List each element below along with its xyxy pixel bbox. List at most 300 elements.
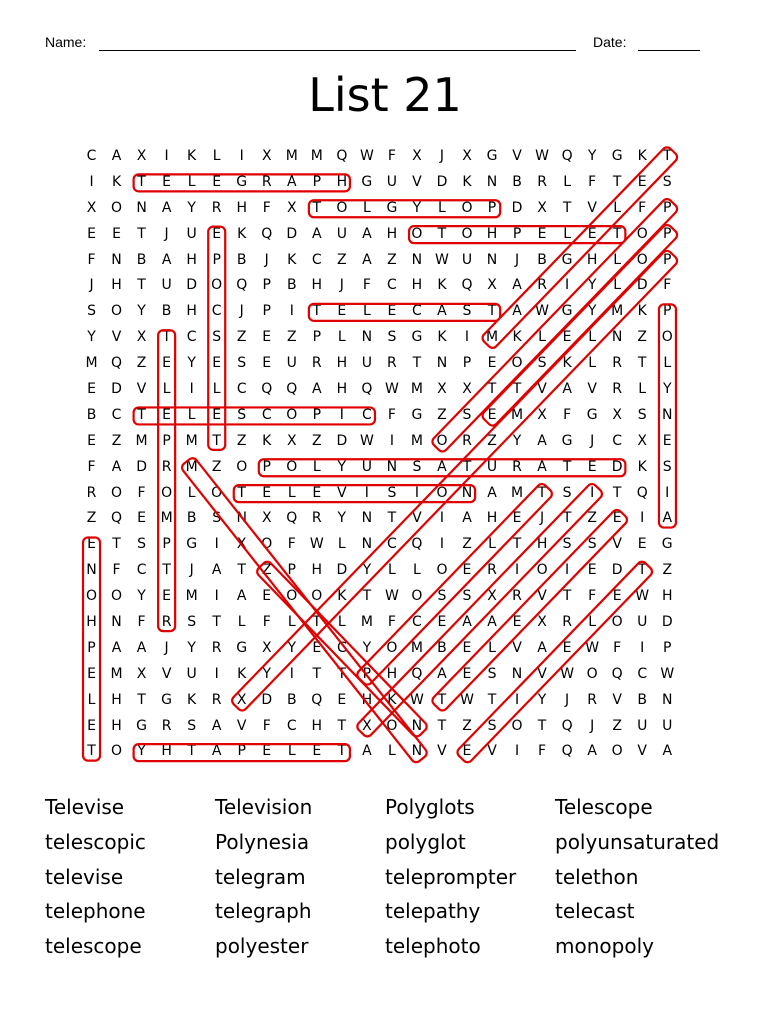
grid-letter[interactable]: T <box>337 665 347 682</box>
grid-letter[interactable]: N <box>411 717 423 734</box>
grid-letter[interactable]: V <box>412 173 422 190</box>
grid-letter[interactable]: Z <box>211 458 222 475</box>
grid-letter[interactable]: C <box>136 562 147 579</box>
grid-letter[interactable]: Z <box>261 562 272 579</box>
grid-letter[interactable]: X <box>136 665 147 682</box>
grid-letter[interactable]: U <box>386 173 398 190</box>
grid-letter[interactable]: E <box>212 173 222 190</box>
grid-letter[interactable]: A <box>362 251 372 268</box>
grid-letter[interactable]: U <box>286 355 297 372</box>
grid-letter[interactable]: X <box>462 148 472 164</box>
grid-letter[interactable]: M <box>310 148 323 164</box>
grid-letter[interactable]: N <box>361 329 373 346</box>
grid-letter[interactable]: L <box>237 614 246 631</box>
grid-letter[interactable]: U <box>461 251 473 268</box>
grid-letter[interactable]: H <box>336 381 348 398</box>
grid-letter[interactable]: G <box>486 148 498 164</box>
grid-letter[interactable]: U <box>336 225 347 242</box>
grid-letter[interactable]: R <box>161 614 172 631</box>
grid-letter[interactable]: B <box>161 303 172 320</box>
date-line[interactable] <box>638 50 700 51</box>
grid-letter[interactable]: F <box>387 614 396 631</box>
grid-letter[interactable]: Y <box>137 588 146 605</box>
grid-letter[interactable]: X <box>537 199 547 216</box>
grid-letter[interactable]: K <box>562 355 572 372</box>
grid-letter[interactable]: F <box>137 484 146 501</box>
grid-letter[interactable]: Q <box>461 277 473 294</box>
grid-letter[interactable]: A <box>111 639 122 656</box>
grid-letter[interactable]: P <box>162 536 171 553</box>
grid-letter[interactable]: S <box>462 406 472 423</box>
grid-letter[interactable]: I <box>414 484 419 501</box>
grid-letter[interactable]: I <box>214 536 219 553</box>
grid-letter[interactable]: O <box>461 225 473 242</box>
grid-letter[interactable]: J <box>565 691 570 708</box>
grid-letter[interactable]: F <box>387 406 396 423</box>
grid-letter[interactable]: V <box>161 665 172 682</box>
grid-letter[interactable]: O <box>161 484 173 501</box>
grid-letter[interactable]: N <box>436 355 448 372</box>
grid-letter[interactable]: Y <box>587 277 597 294</box>
grid-letter[interactable]: V <box>337 484 347 501</box>
grid-letter[interactable]: C <box>637 665 648 682</box>
grid-letter[interactable]: L <box>613 277 622 294</box>
grid-letter[interactable]: Z <box>462 536 472 553</box>
grid-letter[interactable]: H <box>386 665 398 682</box>
grid-letter[interactable]: Z <box>637 329 647 346</box>
grid-letter[interactable]: P <box>512 225 522 242</box>
grid-letter[interactable]: P <box>87 639 96 656</box>
grid-letter[interactable]: I <box>364 484 369 501</box>
grid-letter[interactable]: V <box>487 743 497 760</box>
grid-letter[interactable]: I <box>439 510 445 527</box>
grid-letter[interactable]: Q <box>261 381 273 398</box>
grid-letter[interactable]: N <box>111 251 122 268</box>
grid-letter[interactable]: R <box>612 381 623 398</box>
grid-letter[interactable]: E <box>212 355 222 372</box>
grid-letter[interactable]: X <box>236 536 247 553</box>
grid-letter[interactable]: X <box>412 148 422 164</box>
grid-letter[interactable]: M <box>160 510 173 527</box>
grid-letter[interactable]: C <box>311 251 322 268</box>
grid-letter[interactable]: E <box>462 743 472 760</box>
grid-letter[interactable]: L <box>362 199 371 216</box>
grid-letter[interactable]: J <box>339 277 344 294</box>
grid-letter[interactable]: O <box>636 225 648 242</box>
grid-letter[interactable]: R <box>462 432 472 449</box>
grid-letter[interactable]: X <box>236 691 247 708</box>
grid-letter[interactable]: L <box>588 329 597 346</box>
grid-letter[interactable]: T <box>237 562 246 579</box>
grid-letter[interactable]: H <box>586 251 598 268</box>
grid-letter[interactable]: S <box>387 484 397 501</box>
grid-letter[interactable]: E <box>537 225 547 242</box>
grid-letter[interactable]: G <box>136 717 147 734</box>
grid-letter[interactable]: T <box>162 562 171 579</box>
grid-letter[interactable]: P <box>487 199 497 216</box>
grid-letter[interactable]: E <box>262 355 272 372</box>
grid-letter[interactable]: N <box>411 251 423 268</box>
grid-letter[interactable]: B <box>286 277 297 294</box>
grid-letter[interactable]: B <box>86 406 97 423</box>
grid-letter[interactable]: A <box>537 458 547 475</box>
grid-letter[interactable]: S <box>462 303 472 320</box>
grid-letter[interactable]: Y <box>362 639 372 656</box>
grid-letter[interactable]: W <box>635 588 650 605</box>
grid-letter[interactable]: R <box>211 199 222 216</box>
grid-letter[interactable]: H <box>336 173 348 190</box>
grid-letter[interactable]: G <box>161 691 173 708</box>
grid-letter[interactable]: O <box>436 484 448 501</box>
grid-letter[interactable]: E <box>337 303 347 320</box>
grid-letter[interactable]: T <box>362 588 372 605</box>
grid-letter[interactable]: Y <box>412 199 422 216</box>
grid-letter[interactable]: S <box>187 614 197 631</box>
grid-letter[interactable]: H <box>336 355 348 372</box>
grid-letter[interactable]: T <box>337 743 347 760</box>
grid-letter[interactable]: U <box>186 665 197 682</box>
grid-letter[interactable]: C <box>86 148 97 164</box>
grid-letter[interactable]: M <box>185 588 198 605</box>
grid-letter[interactable]: E <box>87 225 96 242</box>
grid-letter[interactable]: C <box>186 329 197 346</box>
grid-letter[interactable]: H <box>111 691 122 708</box>
grid-letter[interactable]: T <box>562 458 572 475</box>
grid-letter[interactable]: Y <box>187 355 196 372</box>
grid-letter[interactable]: B <box>537 251 547 268</box>
grid-letter[interactable]: N <box>661 406 673 423</box>
grid-letter[interactable]: Z <box>286 329 297 346</box>
grid-letter[interactable]: S <box>137 536 147 553</box>
grid-letter[interactable]: Q <box>561 717 573 734</box>
grid-letter[interactable]: E <box>587 458 597 475</box>
grid-letter[interactable]: W <box>384 588 399 605</box>
grid-letter[interactable]: P <box>462 355 472 372</box>
grid-letter[interactable]: G <box>586 406 598 423</box>
grid-letter[interactable]: X <box>362 717 372 734</box>
grid-letter[interactable]: O <box>211 484 223 501</box>
grid-letter[interactable]: F <box>588 173 597 190</box>
grid-letter[interactable]: C <box>387 536 397 553</box>
grid-letter[interactable]: R <box>562 614 572 631</box>
grid-letter[interactable]: L <box>538 329 546 346</box>
grid-letter[interactable]: J <box>189 562 194 579</box>
grid-letter[interactable]: N <box>86 562 97 579</box>
grid-letter[interactable]: C <box>336 639 347 656</box>
grid-letter[interactable]: K <box>111 173 122 190</box>
grid-letter[interactable]: I <box>214 588 219 605</box>
grid-letter[interactable]: X <box>612 406 622 423</box>
grid-letter[interactable]: E <box>262 743 272 760</box>
grid-letter[interactable]: S <box>87 303 96 320</box>
grid-letter[interactable]: J <box>590 717 595 734</box>
grid-letter[interactable]: Q <box>311 691 323 708</box>
grid-letter[interactable]: Q <box>611 665 623 682</box>
grid-letter[interactable]: M <box>360 614 373 631</box>
grid-letter[interactable]: U <box>486 458 498 475</box>
grid-letter[interactable]: I <box>89 173 94 190</box>
grid-letter[interactable]: W <box>410 691 424 708</box>
grid-letter[interactable]: T <box>212 614 221 631</box>
grid-letter[interactable]: T <box>662 148 672 164</box>
grid-letter[interactable]: G <box>186 536 198 553</box>
grid-letter[interactable]: A <box>562 381 572 398</box>
grid-letter[interactable]: N <box>486 251 498 268</box>
grid-letter[interactable]: S <box>462 588 472 605</box>
grid-letter[interactable]: M <box>511 406 524 423</box>
grid-letter[interactable]: Q <box>286 381 298 398</box>
grid-letter[interactable]: L <box>337 329 346 346</box>
grid-letter[interactable]: R <box>211 639 222 656</box>
grid-letter[interactable]: T <box>562 199 572 216</box>
grid-letter[interactable]: T <box>187 743 196 760</box>
grid-letter[interactable]: R <box>512 588 522 605</box>
grid-letter[interactable]: A <box>312 225 322 242</box>
grid-letter[interactable]: C <box>361 406 372 423</box>
grid-letter[interactable]: Z <box>236 432 247 449</box>
grid-letter[interactable]: V <box>512 639 522 656</box>
grid-letter[interactable]: A <box>437 303 447 320</box>
grid-letter[interactable]: L <box>588 355 597 372</box>
grid-letter[interactable]: L <box>287 614 296 631</box>
grid-letter[interactable]: U <box>361 355 372 372</box>
grid-letter[interactable]: O <box>261 536 273 553</box>
grid-letter[interactable]: F <box>87 251 96 268</box>
grid-letter[interactable]: T <box>337 717 347 734</box>
grid-letter[interactable]: Y <box>87 329 96 346</box>
grid-letter[interactable]: O <box>86 588 98 605</box>
grid-letter[interactable]: O <box>336 199 348 216</box>
grid-letter[interactable]: M <box>410 381 423 398</box>
grid-letter[interactable]: H <box>236 199 247 216</box>
grid-letter[interactable]: T <box>462 458 472 475</box>
grid-letter[interactable]: Z <box>337 251 347 268</box>
grid-letter[interactable]: T <box>312 303 322 320</box>
grid-letter[interactable]: W <box>535 303 549 320</box>
grid-letter[interactable]: Y <box>137 743 146 760</box>
grid-letter[interactable]: K <box>637 148 647 164</box>
grid-letter[interactable]: B <box>437 639 447 656</box>
grid-letter[interactable]: G <box>386 199 398 216</box>
grid-letter[interactable]: O <box>111 199 123 216</box>
grid-letter[interactable]: O <box>386 639 398 656</box>
grid-letter[interactable]: Q <box>236 277 248 294</box>
grid-letter[interactable]: V <box>587 199 597 216</box>
grid-letter[interactable]: G <box>561 432 573 449</box>
grid-letter[interactable]: L <box>187 484 196 501</box>
grid-letter[interactable]: D <box>611 562 623 579</box>
grid-letter[interactable]: P <box>362 665 372 682</box>
grid-letter[interactable]: B <box>286 691 297 708</box>
grid-letter[interactable]: E <box>212 225 222 242</box>
grid-letter[interactable]: C <box>261 406 272 423</box>
grid-letter[interactable]: I <box>464 329 470 346</box>
grid-letter[interactable]: G <box>411 329 423 346</box>
grid-letter[interactable]: S <box>412 458 422 475</box>
grid-letter[interactable]: U <box>186 225 197 242</box>
grid-letter[interactable]: A <box>111 148 122 164</box>
grid-letter[interactable]: L <box>187 406 196 423</box>
grid-letter[interactable]: A <box>161 251 172 268</box>
grid-letter[interactable]: M <box>110 665 123 682</box>
grid-letter[interactable]: N <box>361 510 373 527</box>
grid-letter[interactable]: F <box>287 536 296 553</box>
grid-letter[interactable]: Q <box>111 510 123 527</box>
grid-letter[interactable]: O <box>436 432 448 449</box>
grid-letter[interactable]: V <box>111 329 122 346</box>
grid-letter[interactable]: E <box>487 406 497 423</box>
grid-letter[interactable]: J <box>89 277 94 294</box>
grid-letter[interactable]: I <box>640 510 645 527</box>
grid-letter[interactable]: X <box>537 406 547 423</box>
grid-letter[interactable]: D <box>661 614 673 631</box>
grid-letter[interactable]: Z <box>387 251 397 268</box>
grid-letter[interactable]: T <box>437 225 447 242</box>
grid-letter[interactable]: H <box>486 225 498 242</box>
grid-letter[interactable]: K <box>287 251 297 268</box>
grid-letter[interactable]: T <box>537 717 547 734</box>
grid-letter[interactable]: A <box>487 614 497 631</box>
grid-letter[interactable]: H <box>111 717 122 734</box>
grid-letter[interactable]: J <box>514 251 520 268</box>
grid-letter[interactable]: L <box>488 639 496 656</box>
grid-letter[interactable]: I <box>164 148 169 164</box>
grid-letter[interactable]: V <box>637 743 647 760</box>
grid-letter[interactable]: N <box>136 199 147 216</box>
grid-letter[interactable]: G <box>611 148 623 164</box>
grid-letter[interactable]: O <box>661 329 673 346</box>
grid-letter[interactable]: K <box>437 277 447 294</box>
grid-letter[interactable]: V <box>412 510 422 527</box>
grid-letter[interactable]: Q <box>111 355 123 372</box>
grid-letter[interactable]: F <box>538 743 547 760</box>
grid-letter[interactable]: E <box>162 173 172 190</box>
grid-letter[interactable]: S <box>537 355 547 372</box>
grid-letter[interactable]: W <box>585 639 600 656</box>
grid-letter[interactable]: E <box>487 355 497 372</box>
grid-letter[interactable]: H <box>186 251 197 268</box>
grid-letter[interactable]: P <box>262 277 271 294</box>
grid-letter[interactable]: Z <box>86 510 97 527</box>
grid-letter[interactable]: I <box>289 665 294 682</box>
grid-letter[interactable]: E <box>462 665 472 682</box>
grid-letter[interactable]: H <box>161 743 172 760</box>
grid-letter[interactable]: R <box>587 691 597 708</box>
grid-letter[interactable]: A <box>136 639 147 656</box>
grid-letter[interactable]: B <box>637 691 647 708</box>
grid-letter[interactable]: E <box>637 536 647 553</box>
grid-letter[interactable]: L <box>387 743 396 760</box>
grid-letter[interactable]: U <box>637 614 648 631</box>
grid-letter[interactable]: K <box>437 329 447 346</box>
grid-letter[interactable]: T <box>612 173 622 190</box>
grid-letter[interactable]: I <box>189 381 194 398</box>
grid-letter[interactable]: Q <box>411 536 423 553</box>
grid-letter[interactable]: I <box>239 148 244 164</box>
grid-letter[interactable]: E <box>312 484 322 501</box>
grid-letter[interactable]: A <box>537 639 547 656</box>
grid-letter[interactable]: E <box>662 432 672 449</box>
grid-letter[interactable]: N <box>236 510 247 527</box>
grid-letter[interactable]: L <box>588 614 597 631</box>
grid-letter[interactable]: Q <box>636 484 648 501</box>
grid-letter[interactable]: P <box>663 303 672 320</box>
grid-letter[interactable]: H <box>361 691 373 708</box>
grid-letter[interactable]: L <box>312 458 321 475</box>
grid-letter[interactable]: R <box>612 355 623 372</box>
grid-letter[interactable]: E <box>462 562 472 579</box>
grid-letter[interactable]: Z <box>111 432 122 449</box>
grid-letter[interactable]: V <box>537 381 547 398</box>
grid-letter[interactable]: A <box>537 432 547 449</box>
grid-letter[interactable]: S <box>237 355 247 372</box>
grid-letter[interactable]: E <box>137 510 146 527</box>
grid-letter[interactable]: E <box>387 303 397 320</box>
grid-letter[interactable]: X <box>286 199 297 216</box>
grid-letter[interactable]: X <box>261 510 272 527</box>
grid-letter[interactable]: V <box>437 743 447 760</box>
grid-letter[interactable]: Z <box>437 406 447 423</box>
grid-letter[interactable]: U <box>361 458 372 475</box>
grid-letter[interactable]: D <box>336 432 348 449</box>
grid-letter[interactable]: E <box>162 406 172 423</box>
grid-letter[interactable]: L <box>488 536 496 553</box>
grid-letter[interactable]: L <box>563 173 572 190</box>
grid-letter[interactable]: W <box>660 665 675 682</box>
grid-letter[interactable]: S <box>212 329 222 346</box>
grid-letter[interactable]: C <box>387 277 397 294</box>
grid-letter[interactable]: E <box>637 173 647 190</box>
grid-letter[interactable]: V <box>236 717 247 734</box>
grid-letter[interactable]: R <box>487 562 497 579</box>
grid-letter[interactable]: L <box>187 173 196 190</box>
grid-letter[interactable]: M <box>485 329 499 346</box>
grid-letter[interactable]: Y <box>362 562 372 579</box>
grid-letter[interactable]: R <box>537 277 547 294</box>
grid-letter[interactable]: L <box>387 562 396 579</box>
grid-letter[interactable]: L <box>162 381 171 398</box>
grid-letter[interactable]: F <box>362 277 371 294</box>
grid-letter[interactable]: I <box>339 406 344 423</box>
grid-letter[interactable]: X <box>487 277 497 294</box>
grid-letter[interactable]: K <box>187 691 197 708</box>
grid-letter[interactable]: S <box>212 510 222 527</box>
grid-letter[interactable]: P <box>663 639 672 656</box>
grid-letter[interactable]: B <box>136 251 147 268</box>
grid-letter[interactable]: H <box>536 536 548 553</box>
grid-letter[interactable]: E <box>512 510 522 527</box>
grid-letter[interactable]: R <box>512 458 522 475</box>
grid-letter[interactable]: V <box>136 381 147 398</box>
grid-letter[interactable]: I <box>514 743 520 760</box>
grid-letter[interactable]: I <box>640 639 645 656</box>
grid-letter[interactable]: Q <box>261 225 273 242</box>
grid-letter[interactable]: F <box>262 717 271 734</box>
grid-letter[interactable]: S <box>387 329 397 346</box>
grid-letter[interactable]: O <box>461 199 473 216</box>
grid-letter[interactable]: B <box>512 173 522 190</box>
grid-letter[interactable]: T <box>137 173 146 190</box>
grid-letter[interactable]: H <box>386 225 398 242</box>
grid-letter[interactable]: A <box>662 510 673 527</box>
grid-letter[interactable]: X <box>537 614 547 631</box>
grid-letter[interactable]: Y <box>137 303 146 320</box>
grid-letter[interactable]: E <box>87 536 96 553</box>
grid-letter[interactable]: U <box>637 717 648 734</box>
grid-letter[interactable]: O <box>611 614 623 631</box>
grid-letter[interactable]: F <box>262 199 271 216</box>
grid-letter[interactable]: K <box>187 148 197 164</box>
